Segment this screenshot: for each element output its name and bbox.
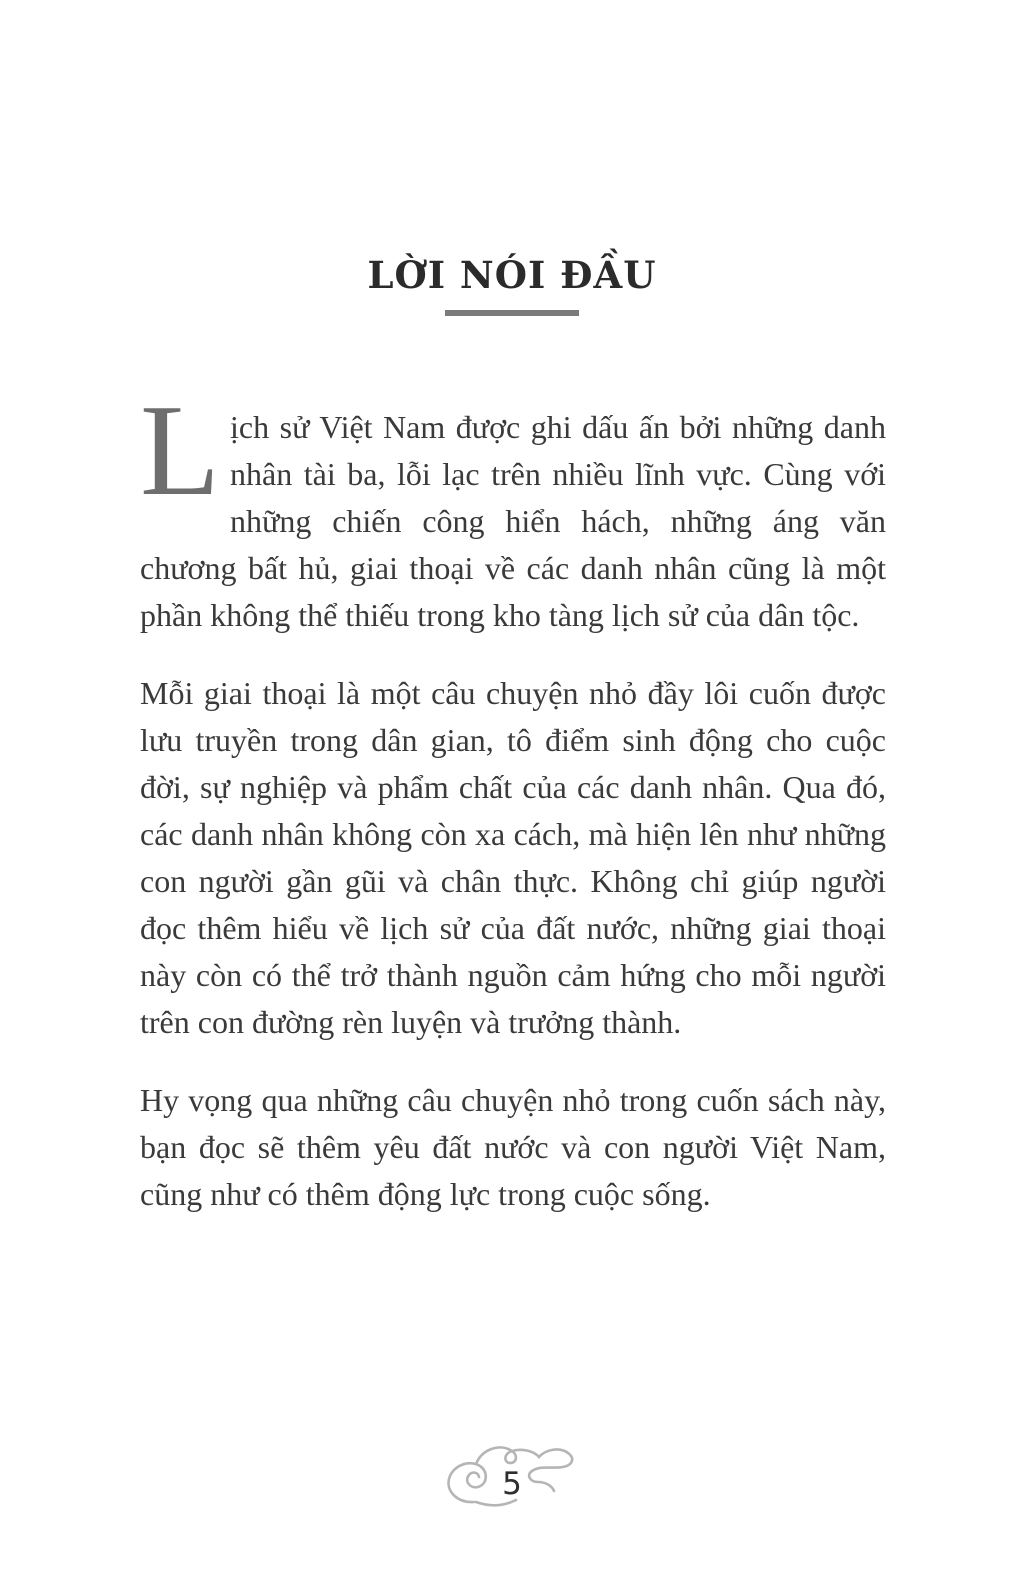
drop-cap: L	[140, 378, 221, 523]
preface-paragraph-2: Mỗi giai thoại là một câu chuyện nhỏ đầy lôi cuốn được lưu truyền trong dân gian, tô điểm sinh động cho cuộc đời, sự nghiệp và phẩm chất của các danh nhân. Qua đó, các danh nhân không còn xa cách, mà hiện lên như những con người gần gũi và chân thực. Không chỉ giúp người đọc thêm hiểu về lịch sử của đất nước, những giai thoại này còn có thể trở thành nguồn cảm hứng cho mỗi người trên con đường rèn luyện và trưởng thành.	[140, 675, 886, 1040]
page-number: 5	[502, 1466, 522, 1502]
page-header	[0, 254, 1024, 316]
preface-content	[140, 378, 886, 1249]
title-rule	[445, 310, 579, 316]
preface-paragraph-3: Hy vọng qua những câu chuyện nhỏ trong cuốn sách này, bạn đọc sẽ thêm yêu đất nước và con người Việt Nam, cũng như có thêm động lực trong cuộc sống.	[140, 1082, 886, 1212]
paragraph-text: ịch sử Việt Nam được ghi dấu ấn bởi những danh nhân tài ba, lỗi lạc trên nhiều lĩnh vực. Cùng với những chiến công hiển hách, những áng văn chương bất hủ, giai thoại về các danh nhân cũng là một phần không thể thiếu trong kho tàng lịch sử của dân tộc.	[140, 409, 886, 633]
page-title: LỜI NÓI ĐẦU	[367, 253, 657, 297]
page-footer	[442, 1440, 582, 1514]
preface-paragraph-1	[140, 378, 886, 639]
